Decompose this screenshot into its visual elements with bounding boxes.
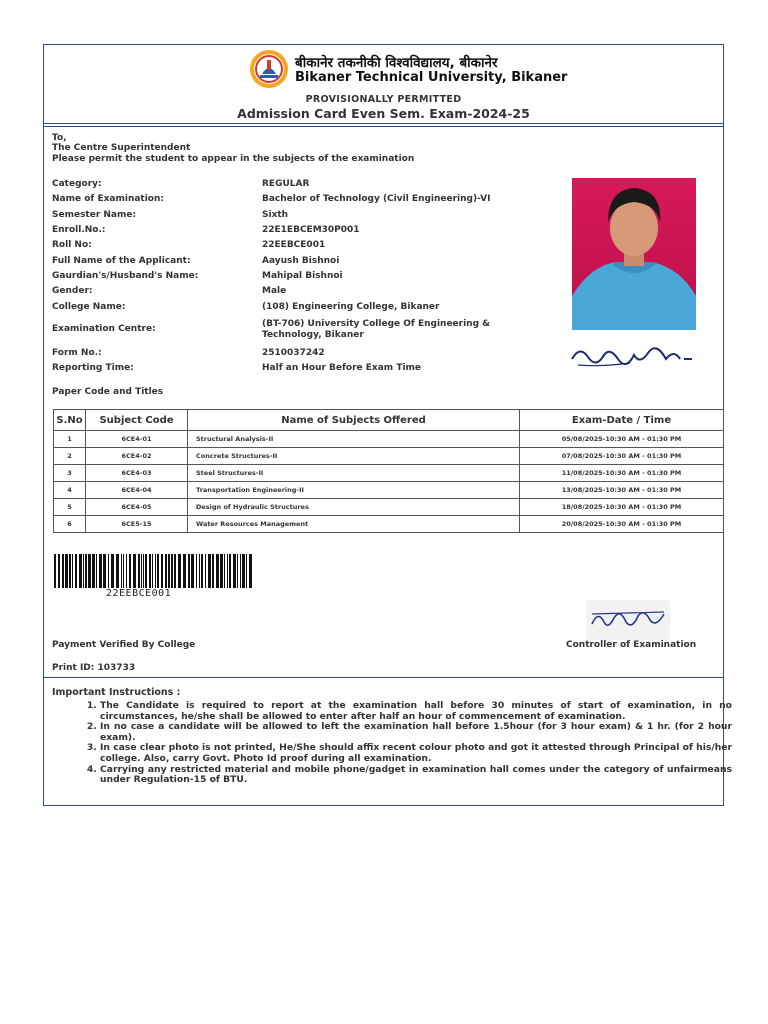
table-cell: Design of Hydraulic Structures	[188, 499, 520, 516]
table-row	[54, 448, 724, 465]
table-cell: 18/08/2025-10:30 AM - 01:30 PM	[520, 499, 724, 516]
header-divider	[44, 123, 723, 124]
table-cell: Water Resources Management	[188, 516, 520, 533]
table-row	[54, 516, 724, 533]
detail-value: (BT-706) University College Of Engineering & Technology, Bikaner	[262, 319, 491, 340]
detail-label: College Name:	[52, 302, 126, 312]
table-cell: Steel Structures-II	[188, 465, 520, 482]
admit-card-title: Admission Card Even Sem. Exam-2024-25	[237, 106, 530, 121]
address-recipient: The Centre Superintendent	[52, 143, 191, 153]
paper-section-title: Paper Code and Titles	[52, 387, 164, 397]
detail-value: 22EEBCE001	[262, 240, 326, 250]
table-cell: 2	[54, 448, 86, 465]
table-cell: 6CE4-04	[86, 482, 188, 499]
table-cell: Concrete Structures-II	[188, 448, 520, 465]
table-cell: 20/08/2025-10:30 AM - 01:30 PM	[520, 516, 724, 533]
table-header: Exam-Date / Time	[520, 410, 724, 431]
detail-label: Reporting Time:	[52, 363, 134, 373]
table-cell: 11/08/2025-10:30 AM - 01:30 PM	[520, 465, 724, 482]
table-header: S.No	[54, 410, 86, 431]
university-logo-icon	[248, 48, 290, 90]
detail-value: REGULAR	[262, 179, 310, 189]
university-name-hindi: बीकानेर तकनीकी विश्वविद्यालय, बीकानेर	[295, 55, 498, 71]
barcode-text: 22EEBCE001	[106, 588, 172, 599]
table-cell: 6CE4-02	[86, 448, 188, 465]
table-cell: 13/08/2025-10:30 AM - 01:30 PM	[520, 482, 724, 499]
table-cell: 6CE4-05	[86, 499, 188, 516]
student-photo	[572, 178, 696, 330]
detail-label: Semester Name:	[52, 210, 137, 220]
controller-signature	[586, 600, 670, 640]
provisional-status: PROVISIONALLY PERMITTED	[305, 94, 462, 105]
table-row	[54, 431, 724, 448]
instruction-item: 3. In case clear photo is not printed, He/She should affix recent colour photo and got it attested through Principal of his/her college. Also, carry Govt. Photo Id proof during all examination.	[100, 743, 732, 764]
table-cell: 1	[54, 431, 86, 448]
table-header: Subject Code	[86, 410, 188, 431]
print-id: Print ID: 103733	[52, 663, 136, 673]
table-cell: 07/08/2025-10:30 AM - 01:30 PM	[520, 448, 724, 465]
address-to: To,	[52, 133, 67, 143]
header-divider-2	[44, 126, 723, 127]
address-request: Please permit the student to appear in the subjects of the examination	[52, 154, 415, 164]
instruction-item: 4. Carrying any restricted material and mobile phone/gadget in examination hall comes under the category of unfairmeans under Regulation-15 of BTU.	[100, 765, 732, 786]
student-signature	[570, 337, 696, 373]
detail-label: Full Name of the Applicant:	[52, 256, 191, 266]
detail-value: (108) Engineering College, Bikaner	[262, 302, 440, 312]
table-row	[54, 499, 724, 516]
table-header: Name of Subjects Offered	[188, 410, 520, 431]
detail-value: Male	[262, 286, 287, 296]
detail-label: Gender:	[52, 286, 93, 296]
detail-value: Mahipal Bishnoi	[262, 271, 343, 281]
detail-value: 22E1EBCEM30P001	[262, 225, 360, 235]
detail-label: Name of Examination:	[52, 194, 164, 204]
table-cell: 4	[54, 482, 86, 499]
university-name-english: Bikaner Technical University, Bikaner	[295, 70, 568, 85]
instructions-list	[84, 701, 732, 786]
detail-label: Roll No:	[52, 240, 92, 250]
card-header	[44, 45, 723, 123]
detail-value: 2510037242	[262, 348, 325, 358]
table-cell: Transportation Engineering-II	[188, 482, 520, 499]
barcode	[54, 554, 252, 588]
detail-label: Category:	[52, 179, 102, 189]
table-cell: Structural Analysis-II	[188, 431, 520, 448]
subjects-table	[53, 409, 724, 533]
detail-label: Examination Centre:	[52, 324, 156, 334]
table-header-row	[54, 410, 724, 431]
table-cell: 3	[54, 465, 86, 482]
table-cell: 5	[54, 499, 86, 516]
detail-label: Form No.:	[52, 348, 102, 358]
table-row	[54, 465, 724, 482]
table-cell: 05/08/2025-10:30 AM - 01:30 PM	[520, 431, 724, 448]
table-cell: 6CE4-03	[86, 465, 188, 482]
instructions-title: Important Instructions :	[52, 687, 181, 698]
table-cell: 6CE4-01	[86, 431, 188, 448]
instructions-divider	[44, 677, 723, 678]
instruction-item: 2. In no case a candidate will be allowed to left the examination hall before 1.5hour (for 3 hour exam) & 1 hr. (for 2 hour exam).	[100, 722, 732, 743]
detail-value: Sixth	[262, 210, 289, 220]
detail-value: Aayush Bishnoi	[262, 256, 340, 266]
detail-label: Enroll.No.:	[52, 225, 106, 235]
detail-value: Half an Hour Before Exam Time	[262, 363, 422, 373]
payment-verified: Payment Verified By College	[52, 640, 196, 650]
controller-of-examination: Controller of Examination	[566, 640, 697, 650]
table-row	[54, 482, 724, 499]
detail-label: Gaurdian's/Husband's Name:	[52, 271, 199, 281]
table-cell: 6CE5-15	[86, 516, 188, 533]
table-cell: 6	[54, 516, 86, 533]
admission-card	[43, 44, 732, 806]
instruction-item: 1. The Candidate is required to report at the examination hall before 30 minutes of start of examination, in no circumstances, he/she shall be allowed to enter after half an hour of commencement of examination.	[100, 701, 732, 722]
detail-value: Bachelor of Technology (Civil Engineering)-VI	[262, 194, 491, 204]
